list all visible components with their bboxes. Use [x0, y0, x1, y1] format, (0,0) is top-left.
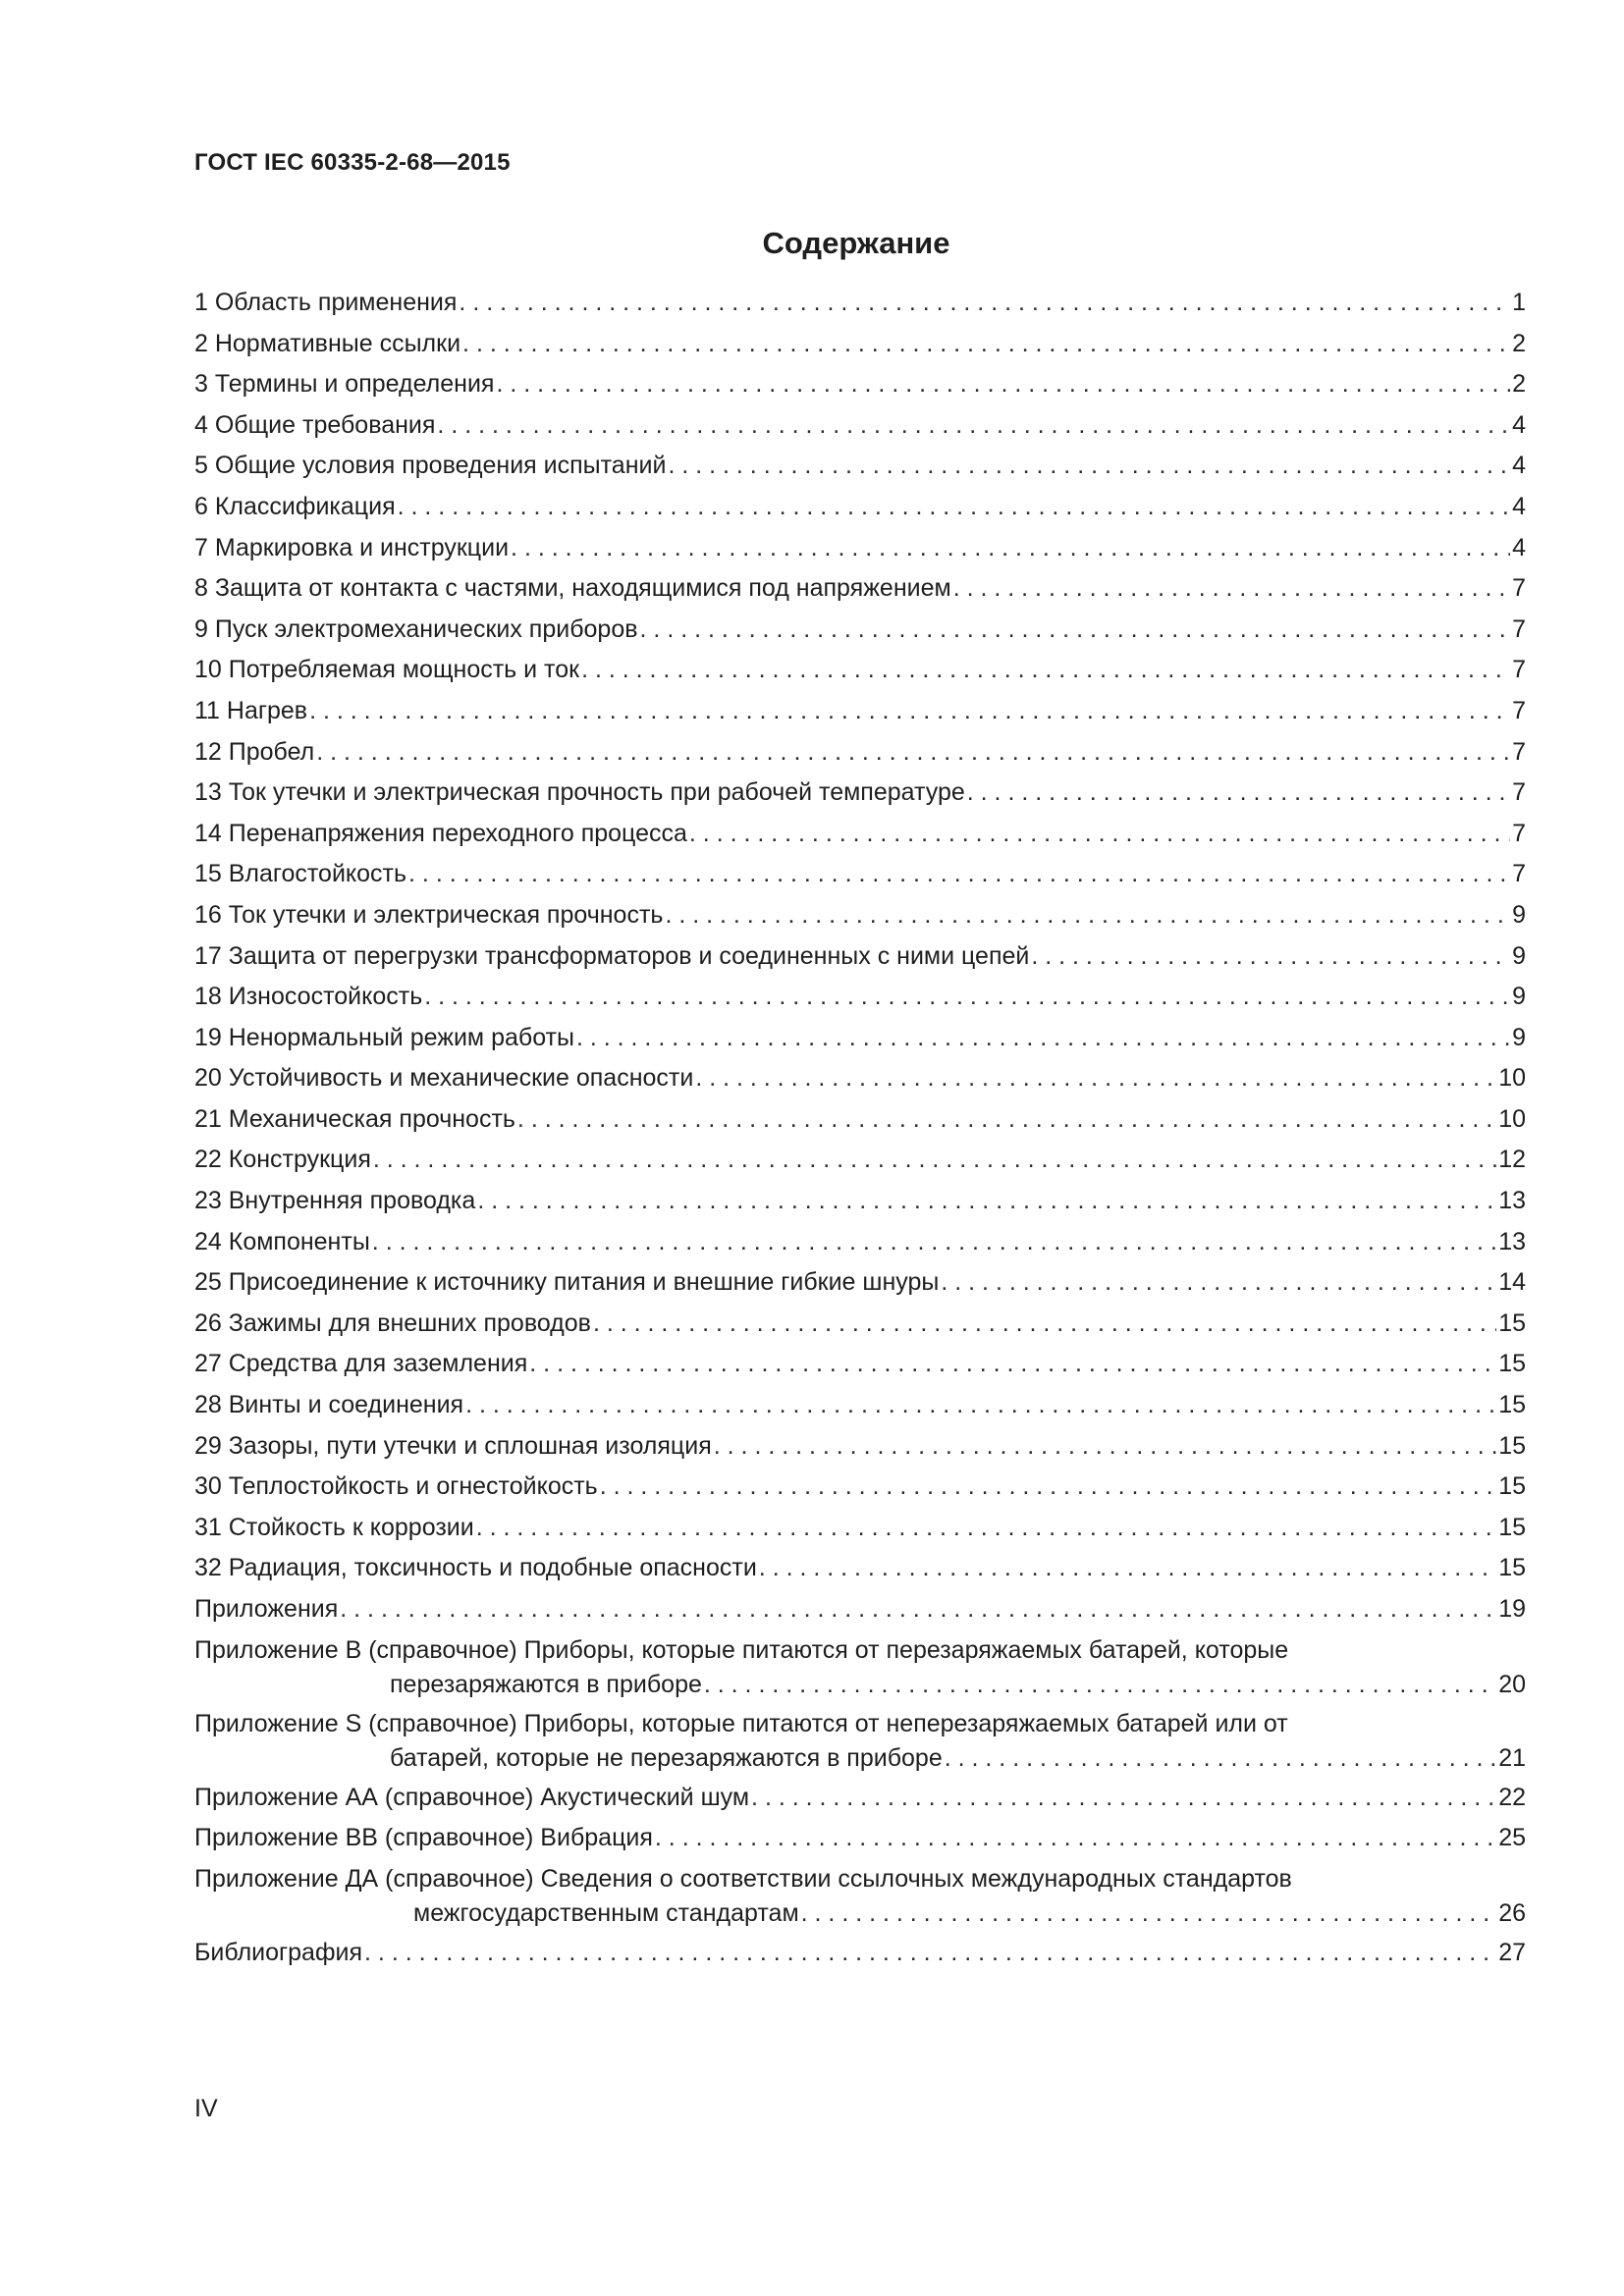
dot-leader: [476, 1510, 1496, 1546]
dot-leader: [517, 1101, 1496, 1138]
dot-leader: [593, 1306, 1496, 1342]
toc-entry-page: 27: [1498, 1938, 1526, 1966]
toc-entry-page: 4: [1512, 410, 1526, 439]
toc-entry-label: 22 Конструкция: [194, 1146, 371, 1174]
toc-entry[interactable]: [194, 938, 1526, 980]
toc-entry[interactable]: [194, 1706, 1526, 1780]
dot-leader: [759, 1550, 1496, 1586]
toc-entry[interactable]: [194, 489, 1526, 530]
toc-entry[interactable]: [194, 530, 1526, 571]
toc-entry-page: 15: [1498, 1472, 1526, 1501]
dot-leader: [1031, 938, 1510, 975]
toc-entry-label: 10 Потребляемая мощность и ток: [194, 656, 580, 684]
toc-entry-page: 7: [1512, 656, 1526, 684]
toc-entry-label: Приложение ВВ (справочное) Вибрация: [194, 1824, 653, 1852]
table-of-contents: [194, 285, 1526, 1975]
toc-entry[interactable]: [194, 816, 1526, 857]
toc-entry-page: 7: [1512, 614, 1526, 643]
dot-leader: [309, 693, 1510, 729]
toc-entry-label: 13 Ток утечки и электрическая прочность при рабочей температуре: [194, 778, 965, 807]
toc-entry-page: 7: [1512, 819, 1526, 847]
toc-entry-label: 21 Механическая прочность: [194, 1104, 515, 1133]
dot-leader: [437, 407, 1510, 444]
toc-entry-label: 8 Защита от контакта с частями, находящимися под напряжением: [194, 574, 951, 603]
dot-leader: [424, 979, 1510, 1015]
dot-leader: [704, 1669, 1496, 1700]
dot-leader: [529, 1346, 1496, 1382]
dot-leader: [511, 530, 1510, 566]
toc-entry[interactable]: [194, 774, 1526, 816]
dot-leader: [967, 774, 1510, 811]
dot-leader: [665, 897, 1510, 934]
toc-entry[interactable]: [194, 1142, 1526, 1183]
toc-entry[interactable]: [194, 1861, 1526, 1935]
dot-leader: [364, 1935, 1496, 1971]
toc-entry[interactable]: [194, 1101, 1526, 1143]
toc-entry-page: 9: [1512, 983, 1526, 1011]
toc-entry-page: 13: [1498, 1187, 1526, 1215]
toc-entry-label: Библиография: [194, 1938, 363, 1966]
toc-entry[interactable]: [194, 1264, 1526, 1306]
toc-entry[interactable]: [194, 1935, 1526, 1976]
toc-entry-label: 7 Маркировка и инструкции: [194, 533, 510, 561]
toc-entry[interactable]: [194, 1780, 1526, 1821]
toc-entry-label-continuation: перезаряжаются в приборе: [390, 1670, 702, 1698]
toc-entry-page: 2: [1512, 370, 1526, 399]
toc-entry-label: 25 Присоединение к источнику питания и внешние гибкие шнуры: [194, 1268, 940, 1297]
toc-entry-page: 19: [1498, 1595, 1526, 1623]
toc-entry-label: 23 Внутренняя проводка: [194, 1187, 476, 1215]
toc-entry-page: 15: [1498, 1350, 1526, 1378]
toc-entry[interactable]: [194, 407, 1526, 449]
toc-entry-page: 9: [1512, 941, 1526, 970]
dot-leader: [689, 816, 1510, 852]
toc-entry-page: 4: [1512, 452, 1526, 480]
dot-leader: [695, 1060, 1496, 1096]
toc-entry-label: 11 Нагрев: [194, 696, 308, 724]
toc-entry[interactable]: [194, 734, 1526, 775]
toc-entry[interactable]: [194, 1632, 1526, 1706]
toc-entry-page: 9: [1512, 900, 1526, 929]
toc-entry-label: 2 Нормативные ссылки: [194, 329, 461, 357]
toc-entry[interactable]: [194, 856, 1526, 897]
dot-leader: [477, 1183, 1496, 1219]
dot-leader: [465, 1387, 1496, 1423]
toc-entry[interactable]: [194, 1387, 1526, 1428]
toc-entry[interactable]: [194, 1346, 1526, 1387]
dot-leader: [945, 1742, 1496, 1774]
toc-entry-label: Приложение B (справочное) Приборы, которые питаются от перезаряжаемых батарей, которые: [194, 1635, 1289, 1664]
toc-entry-label: Приложение АА (справочное) Акустический шум: [194, 1783, 750, 1811]
toc-entry[interactable]: [194, 1428, 1526, 1469]
page-number: IV: [194, 2095, 218, 2122]
dot-leader: [640, 612, 1511, 648]
toc-entry-page: 12: [1498, 1146, 1526, 1174]
dot-leader: [751, 1780, 1496, 1816]
document-code: ГОСТ IEC 60335-2-68—2015: [194, 149, 511, 176]
dot-leader: [668, 448, 1510, 484]
toc-entry-label: 1 Область применения: [194, 289, 458, 316]
toc-entry[interactable]: [194, 897, 1526, 938]
toc-entry-label: 18 Износостойкость: [194, 983, 423, 1011]
toc-entry-page: 7: [1512, 737, 1526, 766]
toc-entry-label: 17 Защита от перегрузки трансформаторов и соединенных с ними цепей: [194, 941, 1030, 970]
toc-entry-label: Приложение ДА (справочное) Сведения о соответствии ссылочных международных стандартов: [194, 1864, 1292, 1893]
dot-leader: [372, 1224, 1496, 1260]
toc-entry-page: 7: [1512, 860, 1526, 888]
toc-entry-page: 10: [1498, 1104, 1526, 1133]
toc-entry[interactable]: [194, 979, 1526, 1020]
toc-entry[interactable]: [194, 1224, 1526, 1265]
dot-leader: [600, 1468, 1496, 1505]
dot-leader: [340, 1591, 1496, 1628]
toc-entry-label: Приложение S (справочное) Приборы, которые питаются от неперезаряжаемых батарей или от: [194, 1709, 1288, 1737]
toc-entry[interactable]: [194, 693, 1526, 734]
toc-entry-page: 7: [1512, 696, 1526, 724]
toc-entry-label: 32 Радиация, токсичность и подобные опасности: [194, 1554, 757, 1582]
dot-leader: [581, 652, 1510, 688]
toc-entry-label: 19 Ненормальный режим работы: [194, 1023, 574, 1051]
dot-leader: [459, 285, 1510, 321]
dot-leader: [714, 1428, 1496, 1465]
dot-leader: [398, 489, 1510, 525]
toc-entry-label: 16 Ток утечки и электрическая прочность: [194, 900, 664, 929]
toc-entry-label: 31 Стойкость к коррозии: [194, 1513, 474, 1541]
dot-leader: [316, 734, 1510, 771]
toc-entry[interactable]: [194, 1820, 1526, 1861]
toc-entry-page: 1: [1512, 289, 1526, 316]
toc-entry-page: 4: [1512, 533, 1526, 561]
dot-leader: [462, 326, 1510, 362]
toc-entry-page: 15: [1498, 1431, 1526, 1460]
toc-entry-label: 29 Зазоры, пути утечки и сплошная изоляция: [194, 1431, 712, 1460]
toc-entry-page: 4: [1512, 492, 1526, 520]
toc-entry-label: 3 Термины и определения: [194, 370, 495, 399]
toc-entry-label: 30 Теплостойкость и огнестойкость: [194, 1472, 598, 1501]
toc-entry-label: 5 Общие условия проведения испытаний: [194, 452, 667, 480]
toc-entry-label: 4 Общие требования: [194, 410, 436, 439]
dot-leader: [408, 856, 1510, 892]
toc-entry-label-continuation: межгосударственным стандартам: [413, 1898, 799, 1927]
toc-entry-label: 28 Винты и соединения: [194, 1391, 464, 1419]
toc-entry[interactable]: [194, 1550, 1526, 1591]
toc-entry-label: 24 Компоненты: [194, 1227, 370, 1255]
toc-entry-page: 13: [1498, 1227, 1526, 1255]
toc-entry-label: 14 Перенапряжения переходного процесса: [194, 819, 687, 847]
dot-leader: [953, 570, 1510, 607]
toc-entry-page: 25: [1498, 1824, 1526, 1852]
toc-entry-label: 15 Влагостойкость: [194, 860, 407, 888]
toc-entry-page: 15: [1498, 1513, 1526, 1541]
toc-entry[interactable]: [194, 326, 1526, 367]
toc-entry-page: 15: [1498, 1391, 1526, 1419]
toc-entry-page: 22: [1498, 1783, 1526, 1811]
toc-entry-page: 7: [1512, 778, 1526, 807]
toc-entry[interactable]: [194, 1468, 1526, 1510]
dot-leader: [655, 1820, 1496, 1856]
dot-leader: [576, 1020, 1510, 1056]
toc-entry-label: Приложения: [194, 1595, 339, 1623]
toc-entry[interactable]: [194, 1183, 1526, 1224]
toc-entry-label: 9 Пуск электромеханических приборов: [194, 614, 638, 643]
toc-entry[interactable]: [194, 1591, 1526, 1632]
toc-entry-page: 7: [1512, 574, 1526, 603]
dot-leader: [941, 1264, 1496, 1301]
toc-entry[interactable]: [194, 1020, 1526, 1061]
toc-entry-label: 27 Средства для заземления: [194, 1350, 528, 1378]
toc-entry[interactable]: [194, 448, 1526, 489]
toc-entry-page: 26: [1498, 1898, 1526, 1927]
toc-entry-page: 10: [1498, 1064, 1526, 1093]
dot-leader: [801, 1897, 1497, 1929]
toc-entry-page: 14: [1498, 1268, 1526, 1297]
toc-entry[interactable]: [194, 570, 1526, 612]
toc-entry-page: 20: [1498, 1670, 1526, 1698]
dot-leader: [496, 366, 1510, 402]
toc-entry-label: 6 Классификация: [194, 492, 396, 520]
toc-entry[interactable]: [194, 612, 1526, 653]
toc-entry-label: 20 Устойчивость и механические опасности: [194, 1064, 694, 1093]
toc-entry-label-continuation: батарей, которые не перезаряжаются в приборе: [390, 1743, 943, 1772]
toc-entry-page: 15: [1498, 1554, 1526, 1582]
toc-entry[interactable]: [194, 285, 1526, 326]
toc-entry[interactable]: [194, 1060, 1526, 1101]
toc-entry[interactable]: [194, 1306, 1526, 1347]
toc-entry-page: 2: [1512, 329, 1526, 357]
toc-entry[interactable]: [194, 366, 1526, 407]
toc-entry-label: 26 Зажимы для внешних проводов: [194, 1308, 591, 1337]
toc-title: Содержание: [762, 226, 950, 260]
dot-leader: [373, 1142, 1496, 1178]
toc-entry-page: 9: [1512, 1023, 1526, 1051]
toc-entry[interactable]: [194, 1510, 1526, 1551]
toc-entry-page: 15: [1498, 1308, 1526, 1337]
toc-entry-label: 12 Пробел: [194, 737, 315, 766]
toc-entry[interactable]: [194, 652, 1526, 693]
toc-entry-page: 21: [1498, 1743, 1526, 1772]
